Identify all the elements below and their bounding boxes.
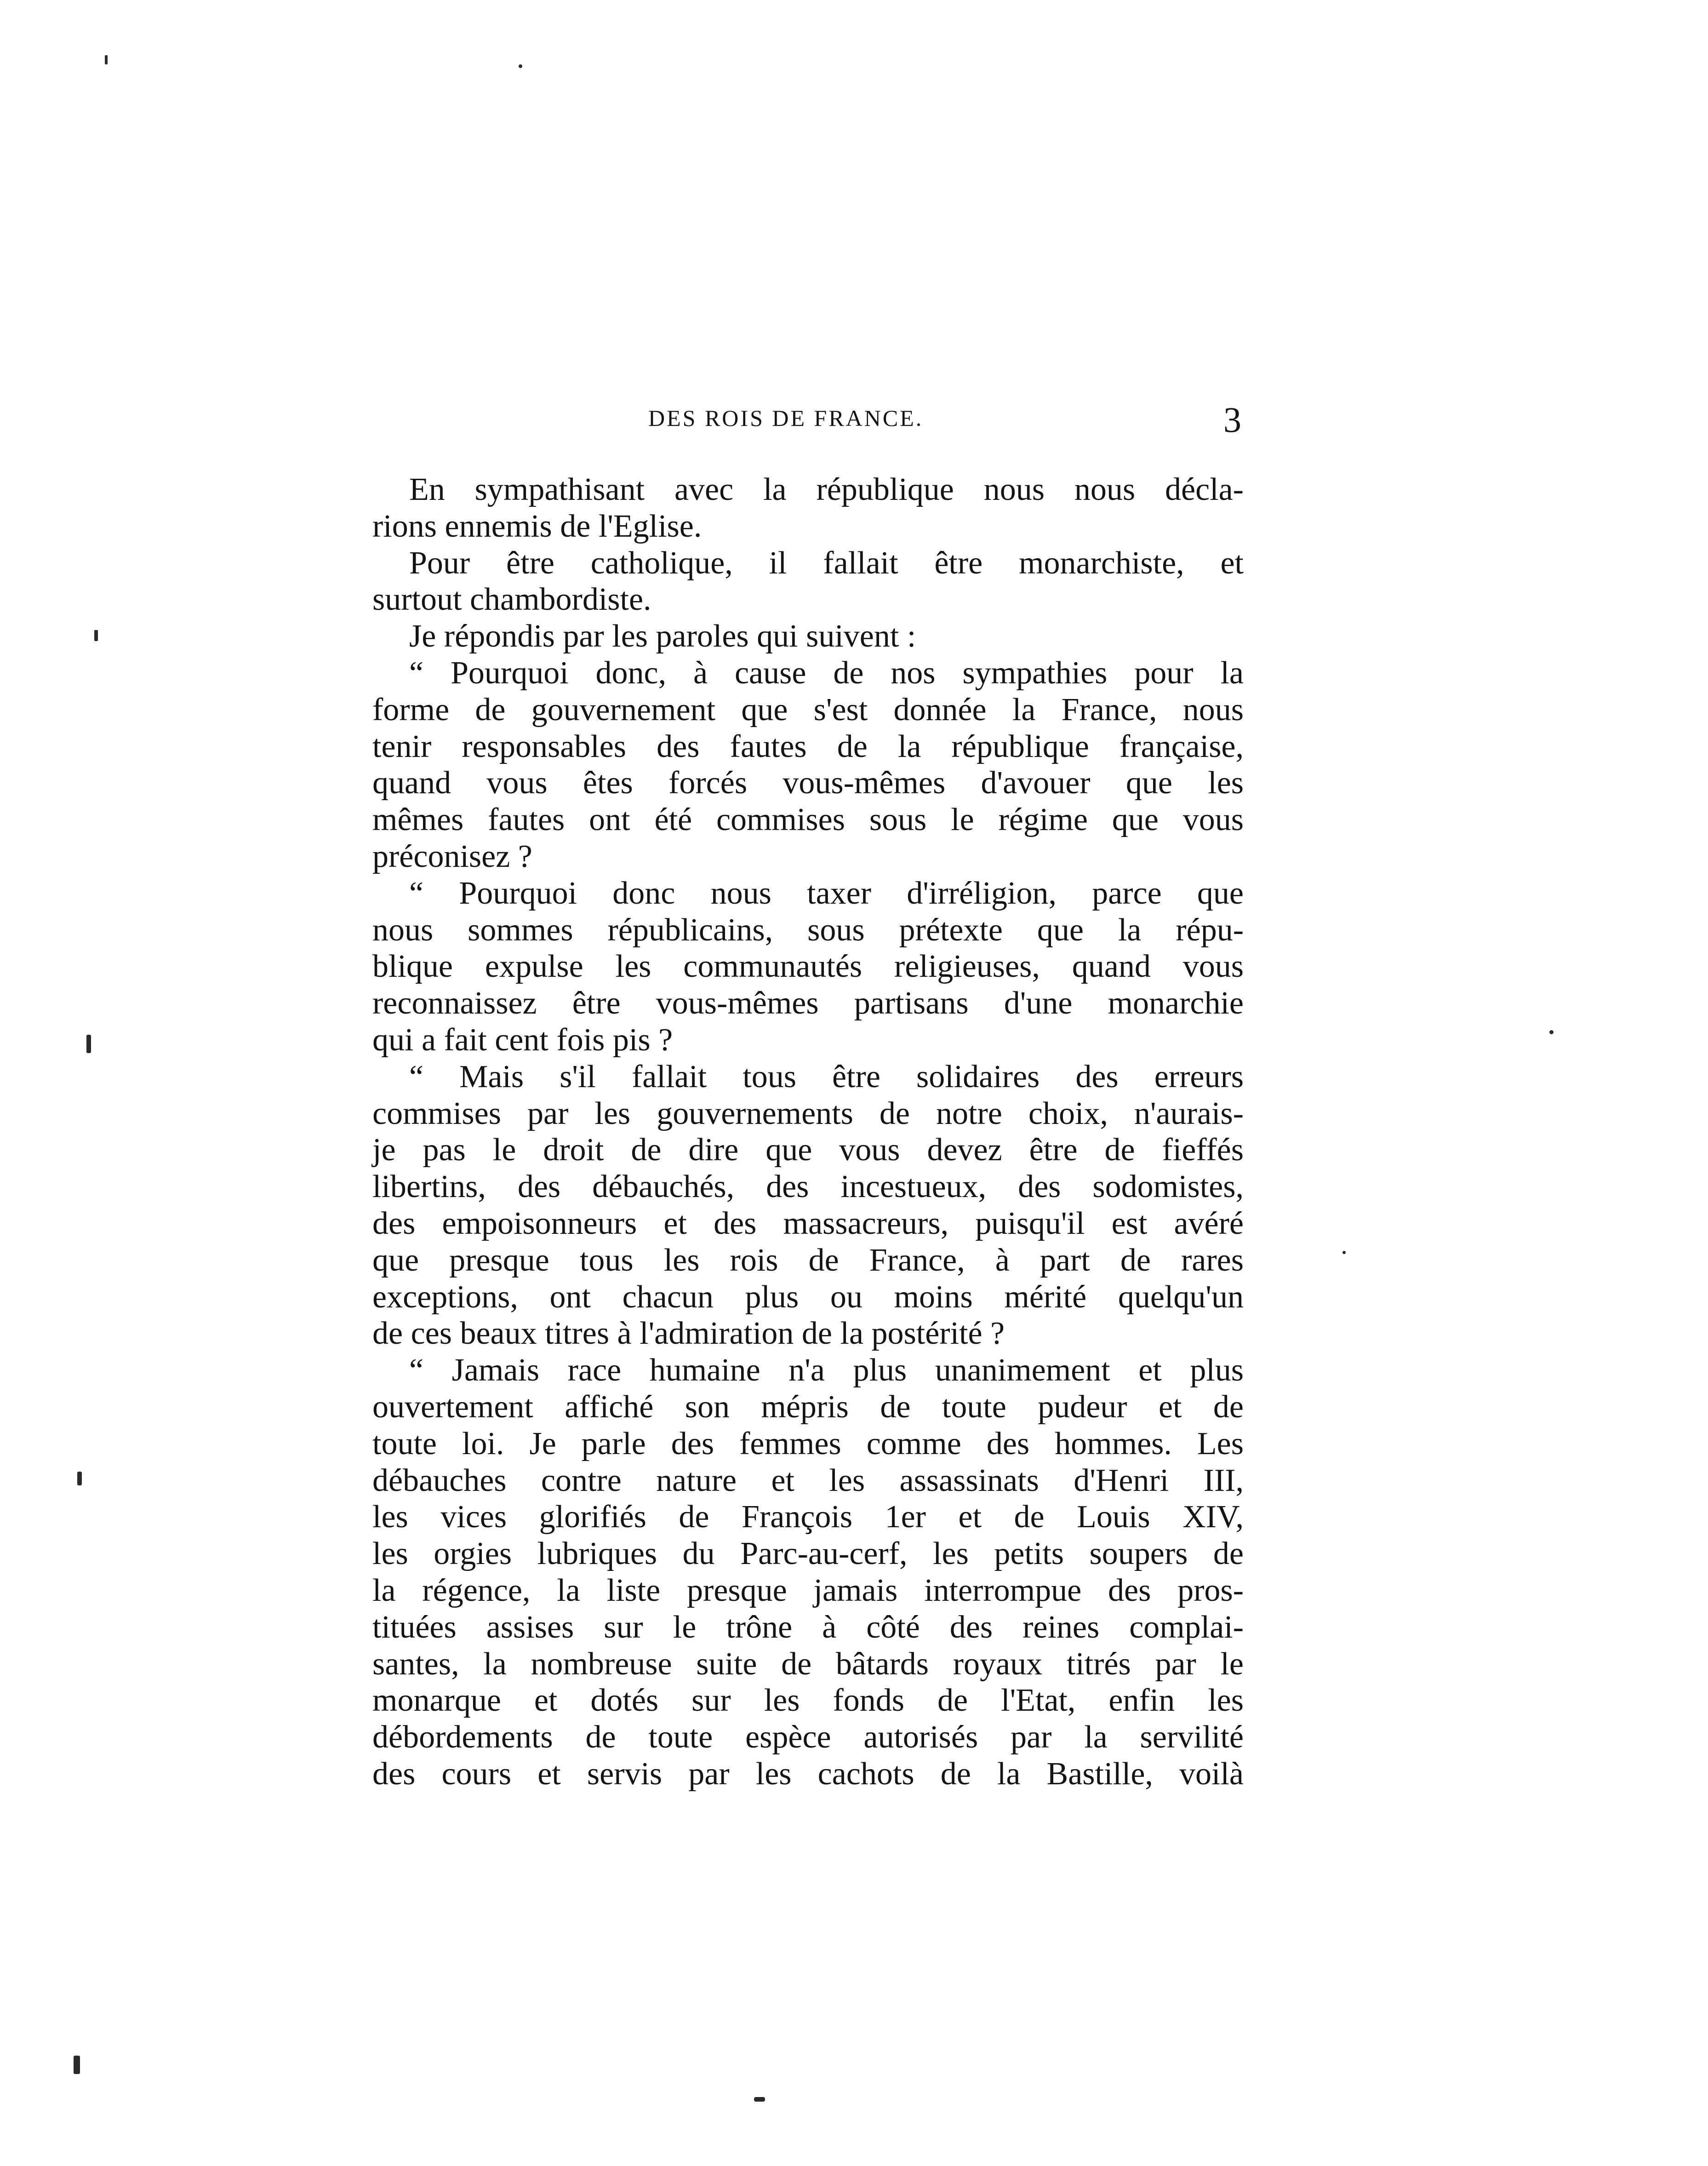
scan-speck xyxy=(754,2097,765,2102)
text-line: monarque et dotés sur les fonds de l'Etat, enfin les xyxy=(372,1683,1244,1719)
text-line: tenir responsables des fautes de la république française, xyxy=(372,728,1244,764)
text-line: “ Jamais race humaine n'a plus unanimement et plus xyxy=(409,1352,1244,1388)
page-header xyxy=(648,400,1241,441)
text-line: “ Mais s'il fallait tous être solidaires des erreurs xyxy=(409,1059,1244,1094)
scan-speck xyxy=(1549,1030,1554,1034)
text-line: libertins, des débauchés, des incestueux, des sodomistes, xyxy=(372,1169,1244,1205)
text-line: “ Pourquoi donc nous taxer d'irréligion, parce que xyxy=(409,875,1244,911)
text-line: tituées assises sur le trône à côté des reines complai- xyxy=(372,1609,1244,1645)
text-line: des empoisonneurs et des massacreurs, puisqu'il est avéré xyxy=(372,1205,1244,1241)
scan-speck xyxy=(519,64,522,68)
text-line: blique expulse les communautés religieuses, quand vous xyxy=(372,949,1244,985)
scan-speck xyxy=(86,1035,91,1053)
text-line: Je répondis par les paroles qui suivent : xyxy=(409,619,916,654)
scan-speck xyxy=(77,1472,82,1485)
text-line: débauches contre nature et les assassinats d'Henri III, xyxy=(372,1462,1244,1498)
text-line: nous sommes républicains, sous prétexte que la répu- xyxy=(372,912,1244,948)
text-line: mêmes fautes ont été commises sous le régime que vous xyxy=(372,802,1244,838)
text-line: la régence, la liste presque jamais interrompue des pros- xyxy=(372,1572,1244,1608)
text-line: En sympathisant avec la république nous nous décla- xyxy=(409,472,1244,507)
text-line: exceptions, ont chacun plus ou moins mérité quelqu'un xyxy=(372,1279,1244,1315)
text-line: je pas le droit de dire que vous devez être de fieffés xyxy=(372,1132,1244,1168)
text-line: commises par les gouvernements de notre choix, n'aurais- xyxy=(372,1095,1244,1131)
text-line: Pour être catholique, il fallait être monarchiste, et xyxy=(409,545,1244,581)
text-line: forme de gouvernement que s'est donnée la France, nous xyxy=(372,692,1244,728)
scan-speck xyxy=(74,2056,80,2074)
text-line: que presque tous les rois de France, à part de rares xyxy=(372,1242,1244,1278)
text-line: toute loi. Je parle des femmes comme des hommes. Les xyxy=(372,1426,1244,1461)
text-line: santes, la nombreuse suite de bâtards royaux titrés par le xyxy=(372,1646,1244,1682)
text-line: quand vous êtes forcés vous-mêmes d'avouer que les xyxy=(372,765,1244,801)
text-line: surtout chambordiste. xyxy=(372,582,651,618)
scan-speck xyxy=(1342,1251,1346,1254)
text-line: les vices glorifiés de François 1er et de Louis XIV, xyxy=(372,1499,1244,1535)
text-line: de ces beaux titres à l'admiration de la postérité ? xyxy=(372,1316,1005,1352)
text-line: qui a fait cent fois pis ? xyxy=(372,1022,673,1058)
text-line: débordements de toute espèce autorisés par la servilité xyxy=(372,1719,1244,1755)
text-line: des cours et servis par les cachots de la Bastille, voilà xyxy=(372,1756,1244,1792)
text-line: préconisez ? xyxy=(372,838,532,874)
text-line: les orgies lubriques du Parc-au-cerf, les petits soupers de xyxy=(372,1536,1244,1572)
scan-speck xyxy=(94,630,98,641)
text-line: “ Pourquoi donc, à cause de nos sympathies pour la xyxy=(409,655,1244,691)
running-head: DES ROIS DE FRANCE. xyxy=(648,405,924,431)
text-line: ouvertement affiché son mépris de toute pudeur et de xyxy=(372,1389,1244,1425)
body-text xyxy=(372,471,1244,1793)
text-line: reconnaissez être vous-mêmes partisans d'une monarchie xyxy=(372,986,1244,1021)
scan-speck xyxy=(105,55,108,64)
text-line: rions ennemis de l'Eglise. xyxy=(372,508,702,544)
page-number: 3 xyxy=(1223,400,1241,440)
